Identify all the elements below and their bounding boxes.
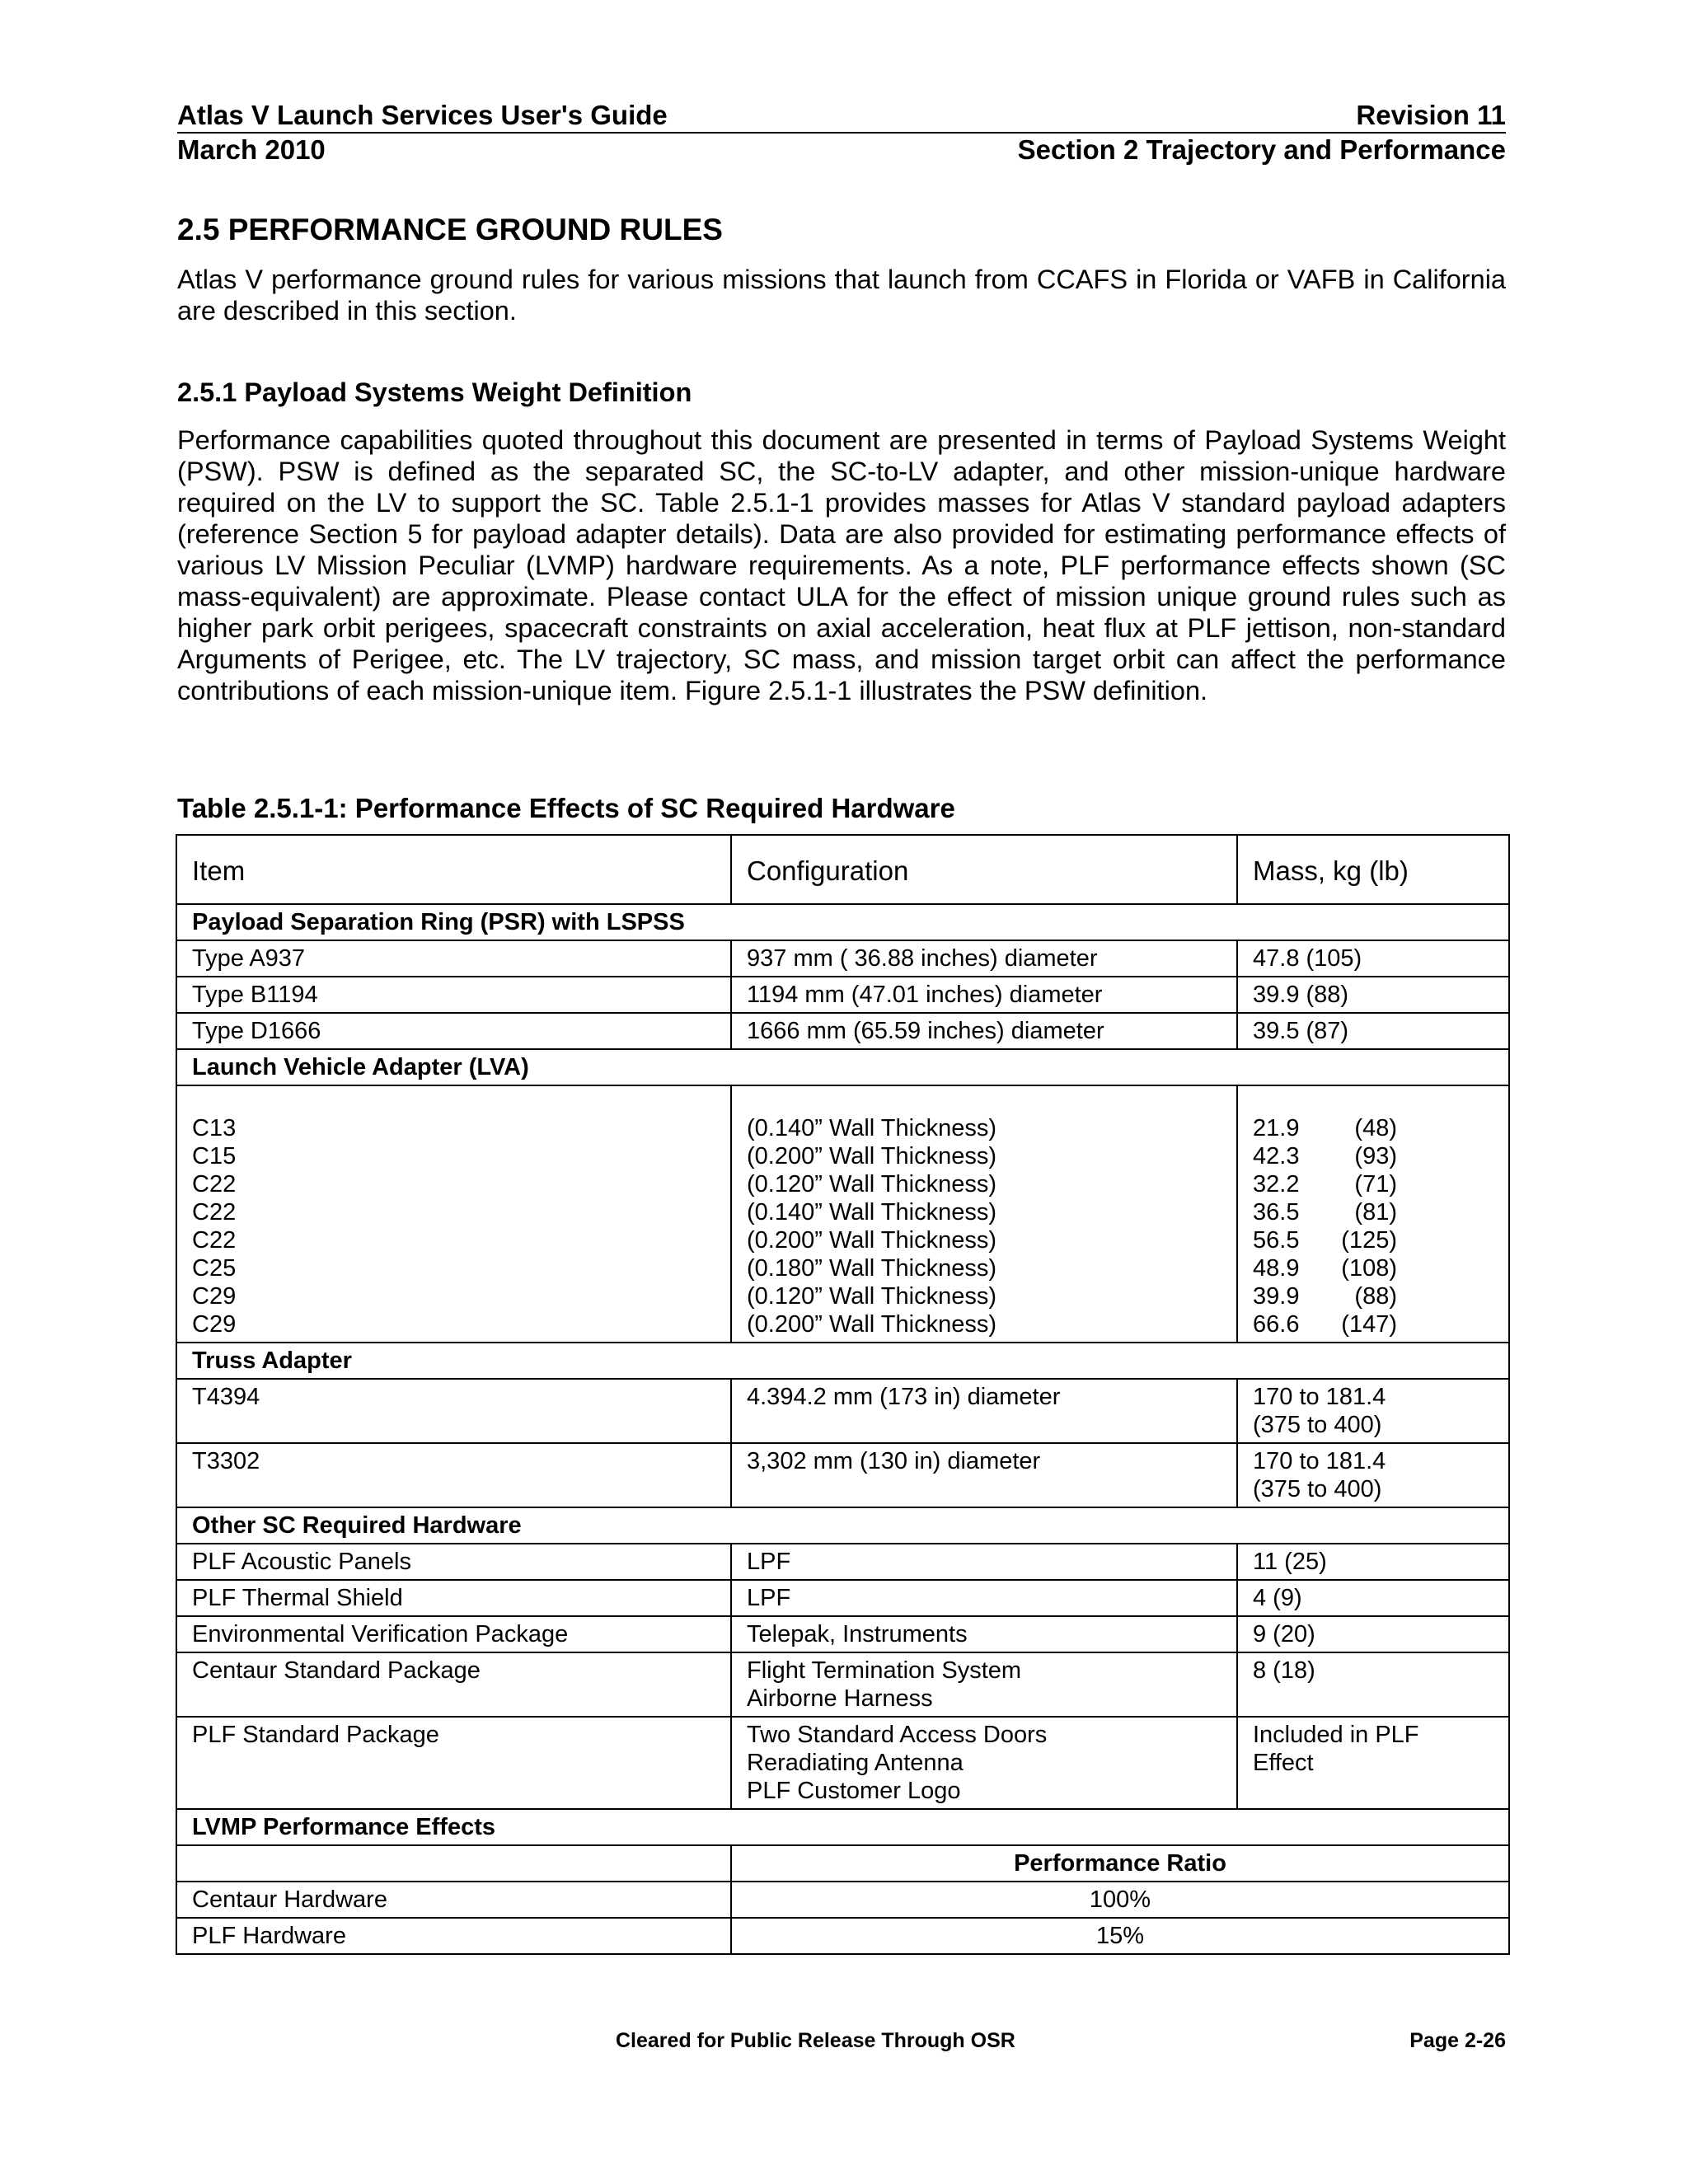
group-row-lva <box>176 1049 1509 1085</box>
mass-cell <box>1237 1379 1509 1443</box>
lva-config: (0.200” Wall Thickness) <box>747 1227 996 1254</box>
table-row <box>176 940 1509 977</box>
section-title: 2.5 PERFORMANCE GROUND RULES <box>177 213 723 246</box>
mass-cell: 9 (20) <box>1237 1616 1509 1652</box>
config-line: Reradiating Antenna <box>747 1750 964 1776</box>
mass-cell: 11 (25) <box>1237 1544 1509 1580</box>
item-cell: T4394 <box>176 1379 731 1443</box>
config-line: Flight Termination System <box>747 1657 1022 1684</box>
mass-kg: 48.9 <box>1253 1255 1300 1282</box>
lva-mass <box>1253 1226 1397 1254</box>
lva-config: (0.120” Wall Thickness) <box>747 1171 996 1197</box>
lva-item: C22 <box>192 1199 237 1226</box>
table-row-lva <box>176 1085 1509 1343</box>
lva-config: (0.140” Wall Thickness) <box>747 1199 996 1226</box>
lva-item: C15 <box>192 1143 237 1169</box>
subsection-title: 2.5.1 Payload Systems Weight Definition <box>177 377 692 407</box>
mass-kg: 21.9 <box>1253 1115 1300 1141</box>
config-line: Two Standard Access Doors <box>747 1722 1048 1748</box>
mass-cell <box>1237 1717 1509 1809</box>
item-cell: Type D1666 <box>176 1013 731 1049</box>
table-row <box>176 1544 1509 1580</box>
body-paragraph: Performance capabilities quoted throughout this document are presented in terms of Payload Systems Weight (PSW). PSW is defined as the separated SC, the SC-to-LV adapter, and other mission-unique hardware required on the LV to support the SC. Table 2.5.1-1 provides masses for Atlas V standard payload adapters (reference Section 5 for payload adapter details). Data are also provided for estimating performance effects of various LV Mission Peculiar (LVMP) hardware requirements. As a note, PLF performance effects shown (SC mass-equivalent) are approximate. Please contact ULA for the effect of mission unique ground rules such as higher park orbit perigees, spacecraft constraints on axial acceleration, heat flux at PLF jettison, non-standard Arguments of Perigee, etc. The LV trajectory, SC mass, and mission target orbit can affect the performance contributions of each mission-unique item. Figure 2.5.1-1 illustrates the PSW definition. <box>177 425 1506 705</box>
lva-mass <box>1253 1142 1397 1170</box>
mass-lb: (71) <box>1354 1171 1397 1197</box>
lva-item: C29 <box>192 1283 237 1310</box>
item-cell: PLF Hardware <box>176 1918 731 1954</box>
performance-table <box>176 834 1510 1955</box>
revision: Revision 11 <box>1356 100 1506 130</box>
section-name: Section 2 Trajectory and Performance <box>1017 134 1506 165</box>
table-row <box>176 977 1509 1013</box>
header-top-row <box>177 99 1506 132</box>
lva-mass <box>1253 1310 1397 1338</box>
config-cell <box>731 1652 1237 1717</box>
empty-cell <box>176 1845 731 1882</box>
mass-lb: (108) <box>1341 1255 1397 1282</box>
col-header-item: Item <box>176 835 731 904</box>
item-cell: Type B1194 <box>176 977 731 1013</box>
group-title: Truss Adapter <box>176 1343 1509 1379</box>
config-cell: 4.394.2 mm (173 in) diameter <box>731 1379 1237 1443</box>
lva-item: C25 <box>192 1255 237 1282</box>
mass-cell: 8 (18) <box>1237 1652 1509 1717</box>
config-cell: Telepak, Instruments <box>731 1616 1237 1652</box>
mass-kg: 36.5 <box>1253 1199 1300 1226</box>
page-header <box>177 99 1506 166</box>
mass-lb: (93) <box>1354 1143 1397 1169</box>
lva-item: C13 <box>192 1115 237 1141</box>
lva-configs-cell <box>731 1085 1237 1343</box>
mass-lb: (81) <box>1354 1199 1397 1226</box>
group-title: Other SC Required Hardware <box>176 1507 1509 1544</box>
mass-line: (375 to 400) <box>1253 1476 1382 1502</box>
mass-lb: (147) <box>1341 1311 1397 1338</box>
page-number: Page 2-26 <box>1409 2029 1506 2052</box>
lva-config: (0.140” Wall Thickness) <box>747 1115 996 1141</box>
table-row <box>176 1616 1509 1652</box>
mass-kg: 42.3 <box>1253 1143 1300 1169</box>
mass-line: (375 to 400) <box>1253 1412 1382 1438</box>
mass-lb: (48) <box>1354 1115 1397 1141</box>
mass-kg: 32.2 <box>1253 1171 1300 1197</box>
item-cell: Type A937 <box>176 940 731 977</box>
config-cell: 1666 mm (65.59 inches) diameter <box>731 1013 1237 1049</box>
item-cell: Centaur Hardware <box>176 1882 731 1918</box>
mass-line: Effect <box>1253 1750 1314 1776</box>
table-row <box>176 1580 1509 1616</box>
lva-config: (0.180” Wall Thickness) <box>747 1255 996 1282</box>
table-row <box>176 1379 1509 1443</box>
table-row <box>176 1013 1509 1049</box>
group-title: LVMP Performance Effects <box>176 1809 1509 1845</box>
config-line: Airborne Harness <box>747 1685 933 1712</box>
lva-items-cell <box>176 1085 731 1343</box>
release-note: Cleared for Public Release Through OSR <box>616 2029 1015 2052</box>
lva-mass-cell <box>1237 1085 1509 1343</box>
lva-mass <box>1253 1282 1397 1310</box>
mass-kg: 56.5 <box>1253 1227 1300 1254</box>
table-row <box>176 1652 1509 1717</box>
mass-kg: 39.9 <box>1253 1283 1300 1310</box>
config-cell: 3,302 mm (130 in) diameter <box>731 1443 1237 1507</box>
header-bottom-row <box>177 134 1506 166</box>
doc-date: March 2010 <box>177 134 326 165</box>
col-header-configuration: Configuration <box>731 835 1237 904</box>
ratio-cell: 15% <box>731 1918 1509 1954</box>
config-cell: LPF <box>731 1580 1237 1616</box>
config-line: PLF Customer Logo <box>747 1778 961 1804</box>
config-cell: LPF <box>731 1544 1237 1580</box>
group-row-lvmp <box>176 1809 1509 1845</box>
mass-cell: 39.9 (88) <box>1237 977 1509 1013</box>
mass-cell: 47.8 (105) <box>1237 940 1509 977</box>
table-row <box>176 1918 1509 1954</box>
config-cell: 937 mm ( 36.88 inches) diameter <box>731 940 1237 977</box>
item-cell: PLF Thermal Shield <box>176 1580 731 1616</box>
mass-kg: 66.6 <box>1253 1311 1300 1338</box>
col-header-mass: Mass, kg (lb) <box>1237 835 1509 904</box>
group-row-other <box>176 1507 1509 1544</box>
lva-mass <box>1253 1114 1397 1142</box>
table-header-row <box>176 835 1509 904</box>
mass-cell: 4 (9) <box>1237 1580 1509 1616</box>
item-cell: PLF Standard Package <box>176 1717 731 1809</box>
config-cell <box>731 1717 1237 1809</box>
lva-mass <box>1253 1170 1397 1198</box>
item-cell: Centaur Standard Package <box>176 1652 731 1717</box>
doc-title: Atlas V Launch Services User's Guide <box>177 100 668 130</box>
lva-item: C29 <box>192 1311 237 1338</box>
lva-config: (0.200” Wall Thickness) <box>747 1311 996 1338</box>
mass-line: 170 to 181.4 <box>1253 1384 1386 1410</box>
mass-lb: (88) <box>1354 1283 1397 1310</box>
table-row <box>176 1882 1509 1918</box>
table-row-ratio-header <box>176 1845 1509 1882</box>
lva-item: C22 <box>192 1227 237 1254</box>
lva-mass <box>1253 1254 1397 1282</box>
mass-lb: (125) <box>1341 1227 1397 1254</box>
intro-paragraph: Atlas V performance ground rules for various missions that launch from CCAFS in Florida or VAFB in California are described in this section. <box>177 265 1506 326</box>
ratio-cell: 100% <box>731 1882 1509 1918</box>
table-row <box>176 1443 1509 1507</box>
mass-cell <box>1237 1443 1509 1507</box>
config-cell: 1194 mm (47.01 inches) diameter <box>731 977 1237 1013</box>
item-cell: Environmental Verification Package <box>176 1616 731 1652</box>
table-row <box>176 1717 1509 1809</box>
ratio-header: Performance Ratio <box>731 1845 1509 1882</box>
item-cell: PLF Acoustic Panels <box>176 1544 731 1580</box>
item-cell: T3302 <box>176 1443 731 1507</box>
mass-cell: 39.5 (87) <box>1237 1013 1509 1049</box>
group-title: Payload Separation Ring (PSR) with LSPSS <box>176 904 1509 940</box>
lva-config: (0.120” Wall Thickness) <box>747 1283 996 1310</box>
group-row-truss <box>176 1343 1509 1379</box>
table-caption: Table 2.5.1-1: Performance Effects of SC Required Hardware <box>177 793 955 823</box>
lva-config: (0.200” Wall Thickness) <box>747 1143 996 1169</box>
mass-line: Included in PLF <box>1253 1722 1419 1748</box>
lva-mass <box>1253 1198 1397 1226</box>
lva-item: C22 <box>192 1171 237 1197</box>
group-row-psr <box>176 904 1509 940</box>
mass-line: 170 to 181.4 <box>1253 1448 1386 1474</box>
group-title: Launch Vehicle Adapter (LVA) <box>176 1049 1509 1085</box>
